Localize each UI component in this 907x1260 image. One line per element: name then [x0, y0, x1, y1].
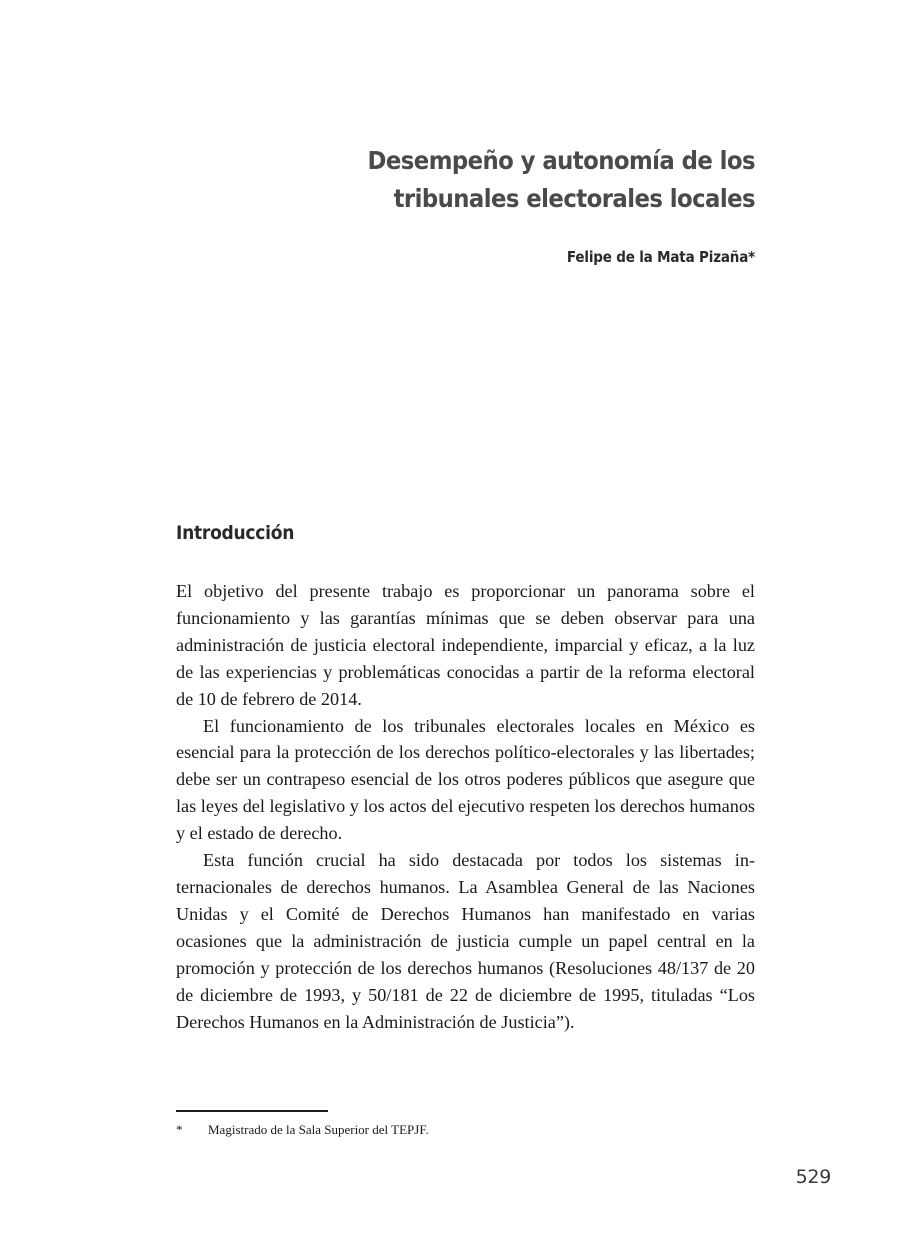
section-heading: Introducción [176, 522, 295, 544]
chapter-title-line-1: Desempeño y autonomía de los [367, 146, 755, 175]
paragraph-3: Esta función crucial ha sido destacada por todos los sistemas internacionales de derechos humanos. La Asamblea General de las Naciones Unidas y el Comité de Derechos Humanos han manifestado en varias ocasiones que la administración de justicia cumple un papel central en la promoción y protección de los derechos humanos (Resoluciones 48/137 de 20 de diciembre de 1993, y 50/181 de 22 de diciembre de 1995, tituladas “Los Derechos Humanos en la Administración de Justicia”). [176, 850, 755, 1032]
chapter-title [197, 142, 755, 218]
page-number: 529 [795, 1166, 831, 1188]
paragraph-2: El funcionamiento de los tribunales electorales locales en México es esencial para la protección de los derechos político-electorales y las libertades; debe ser un contrapeso esencial de los otros poderes públicos que asegure que las leyes del legislativo y los actos del ejecutivo respeten los derechos humanos y el estado de derecho. [176, 715, 755, 844]
chapter-title-line-2: tribunales electorales locales [393, 184, 755, 213]
footnote-text: Magistrado de la Sala Superior del TEPJF. [208, 1122, 429, 1137]
paragraph-1: El objetivo del presente trabajo es proporcionar un panorama sobre el funcionamiento y las garantías mínimas que se deben observar para una administración de justicia electoral independiente, imparcial y eficaz, a la luz de las experiencias y problemáticas conocidas a partir de la reforma electoral de 10 de febrero de 2014. [176, 581, 755, 709]
body-text [176, 578, 755, 1035]
footnote [176, 1122, 429, 1138]
author-name: Felipe de la Mata Pizaña* [566, 248, 755, 266]
footnote-divider [176, 1110, 328, 1112]
footnote-marker: * [176, 1122, 183, 1137]
